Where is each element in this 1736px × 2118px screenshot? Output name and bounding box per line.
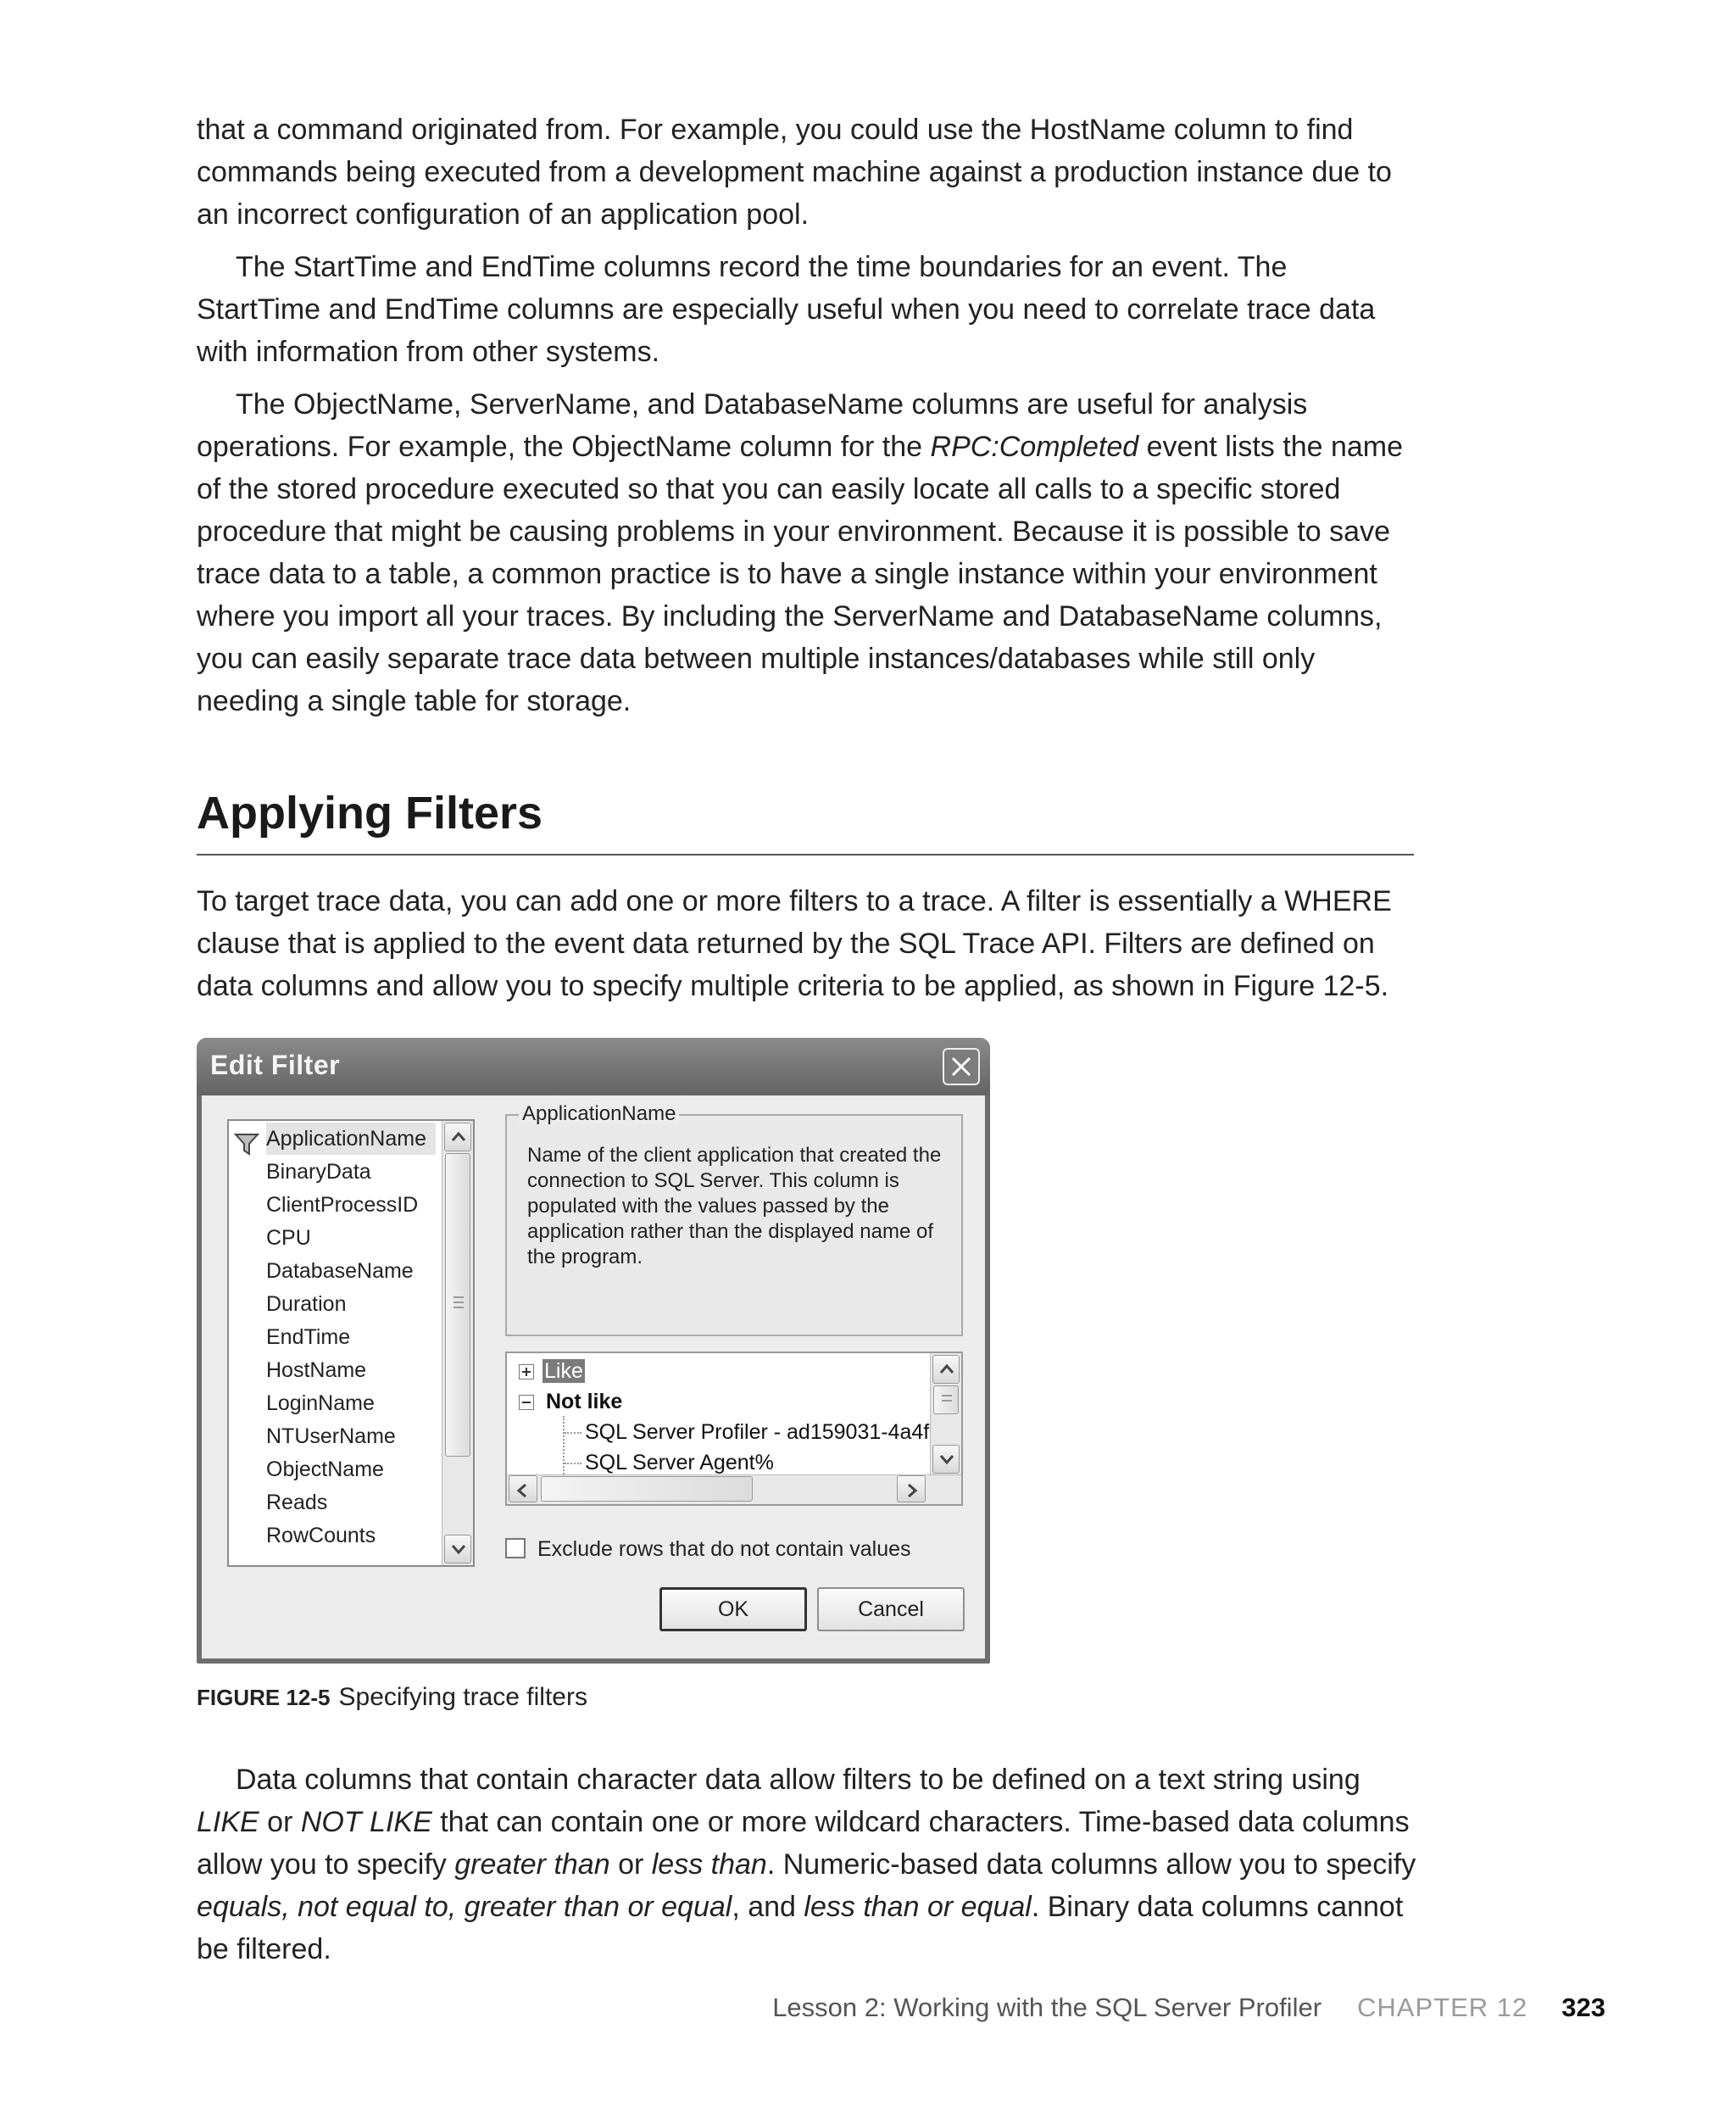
scroll-left-button[interactable] [509,1475,537,1502]
scroll-thumb[interactable] [933,1385,959,1414]
scroll-down-button[interactable] [444,1535,471,1563]
description-title: ApplicationName [519,1104,679,1124]
grip-line [453,1296,464,1298]
figure-caption [197,1680,587,1714]
closing-paragraph [197,1758,1417,1970]
tree-value[interactable]: SQL Server Agent% [585,1451,774,1474]
minus-icon-bar [522,1402,531,1403]
page-footer [772,1991,1605,2025]
chevron-up-icon [451,1130,466,1144]
expand-like-button[interactable] [519,1364,534,1379]
cancel-button[interactable]: Cancel [817,1587,965,1631]
text-run: . Numeric-based data columns allow you to specify [766,1848,1416,1881]
text-run: or [259,1806,301,1838]
text-run: . Binary data columns cannot be filtered. [197,1891,1404,1965]
filter-icon [234,1131,259,1157]
tree-node-not-like[interactable]: Not like [546,1390,623,1413]
scroll-thumb[interactable] [445,1153,470,1457]
column-item[interactable]: Duration [266,1292,347,1316]
collapse-not-like-button[interactable] [519,1395,534,1410]
tree-node-like[interactable] [542,1357,585,1385]
description-group [505,1102,963,1336]
column-item[interactable]: Reads [266,1491,328,1514]
column-item[interactable]: LoginName [266,1391,375,1415]
heading-rule [197,854,1414,856]
scroll-right-button[interactable] [897,1475,926,1502]
event-name: RPC:Completed [930,431,1139,463]
grip-line [453,1307,464,1308]
column-item[interactable]: NTUserName [266,1424,396,1448]
page-number: 323 [1561,1993,1605,2022]
column-item[interactable]: ObjectName [266,1458,384,1481]
ok-button[interactable]: OK [659,1587,807,1631]
filters-text [197,880,1417,1007]
column-item[interactable]: ApplicationName [266,1123,436,1155]
grip-line [453,1301,464,1303]
emphasis: equals, not equal to, greater than or equal [197,1891,732,1923]
intro-paragraph-3 [197,383,1417,722]
section-heading: Applying Filters [197,788,543,839]
text-run: , and [732,1891,804,1923]
chevron-right-icon [904,1483,919,1498]
tree-horizontal-scrollbar[interactable] [507,1474,961,1504]
filter-tree[interactable] [505,1352,963,1506]
chevron-left-icon [515,1483,531,1498]
intro-paragraph-2: The StartTime and EndTime columns record the time boundaries for an event. The StartTime and EndTime columns are especially useful when you need to correlate trace data with information from other systems. [197,251,1376,368]
column-item[interactable]: RowCounts [266,1524,376,1547]
tree-value[interactable]: SQL Server Profiler - ad159031-4a4f [585,1420,930,1444]
emphasis: LIKE [197,1806,259,1838]
column-list[interactable] [227,1119,475,1567]
dialog-title: Edit Filter [210,1050,341,1080]
tree-vertical-scrollbar[interactable] [930,1353,961,1475]
caption-text: Specifying trace filters [338,1683,587,1711]
column-item[interactable]: BinaryData [266,1160,371,1184]
intro-text [197,109,1417,722]
column-list-scrollbar[interactable] [442,1121,473,1565]
close-button[interactable] [943,1048,980,1085]
text-run: event lists the name of the stored procedure executed so that you can easily locate all calls to a specific stored procedure that might be causing problems in your environment. Because it is possible to save trace data to a table, a common practice is to have a single instance within your environment where you import all your traces. By including the ServerName and DatabaseName columns, you can easily separate trace data between multiple instances/databases while still only needing a single table for storage. [197,431,1404,717]
closing-text [197,1758,1417,1970]
plus-icon-bar [526,1368,527,1376]
emphasis: less than or equal [804,1891,1032,1923]
column-item[interactable]: ClientProcessID [266,1193,419,1217]
grip-line [942,1395,952,1396]
scroll-thumb[interactable] [541,1476,753,1502]
tree-connector [565,1463,581,1464]
scroll-down-button[interactable] [932,1445,960,1474]
text-run: that can contain one or more wildcard characters. Time-based data columns allow you to specify [197,1806,1410,1881]
grip-line [942,1400,952,1402]
chevron-up-icon [939,1363,954,1376]
dialog-titlebar[interactable] [197,1038,990,1095]
description-text: Name of the client application that created the connection to SQL Server. This column is populated with the values passed by the application rather than the displayed name of the program. [527,1144,942,1268]
footer-chapter: CHAPTER 12 [1357,1993,1528,2022]
chevron-down-icon [939,1452,954,1466]
dialog-body [202,1095,985,1658]
figure-label: FIGURE 12-5 [197,1685,331,1710]
text-run: or [609,1848,652,1881]
text-run: The ObjectName, ServerName, and DatabaseName columns are useful for analysis operations. For example, the ObjectName column for the [197,388,1308,463]
emphasis: less than [651,1848,767,1881]
text-run: Data columns that contain character data allow filters to be defined on a text string using [236,1764,1360,1796]
column-item[interactable]: CPU [266,1226,311,1250]
tree-connector [565,1432,581,1434]
column-item[interactable]: DatabaseName [266,1259,414,1283]
chevron-down-icon [451,1542,466,1556]
column-item[interactable]: HostName [266,1358,367,1382]
scroll-up-button[interactable] [932,1355,960,1384]
emphasis: greater than [454,1848,610,1881]
scroll-up-button[interactable] [444,1123,471,1151]
close-icon [949,1055,973,1079]
footer-lesson: Lesson 2: Working with the SQL Server Profiler [772,1993,1322,2022]
exclude-rows-label[interactable]: Exclude rows that do not contain values [537,1537,911,1561]
emphasis: NOT LIKE [300,1806,432,1838]
edit-filter-dialog [197,1038,990,1664]
column-item[interactable]: EndTime [266,1325,351,1349]
filters-paragraph: To target trace data, you can add one or more filters to a trace. A filter is essentially a WHERE clause that is applied to the event data returned by the SQL Trace API. Filters are defined on data columns and allow you to specify multiple criteria to be applied, as shown in Figure 12-5. [197,885,1392,1002]
like-label: Like [544,1359,583,1383]
intro-paragraph-1: that a command originated from. For example, you could use the HostName column to find commands being executed from a development machine against a production instance due to an incorrect configuration of an application pool. [197,114,1392,231]
exclude-rows-checkbox[interactable] [505,1538,526,1558]
